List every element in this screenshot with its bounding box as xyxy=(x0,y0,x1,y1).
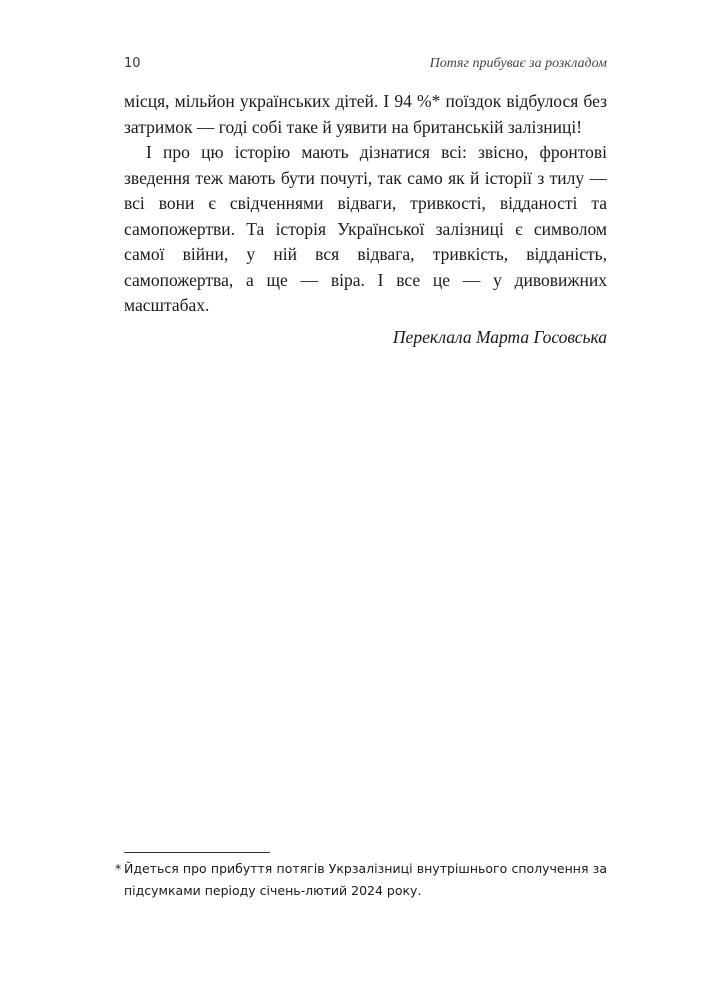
translator-signature: Переклала Марта Госовська xyxy=(392,327,607,347)
running-title: Потяг прибуває за розкладом xyxy=(429,56,607,71)
footnote-divider xyxy=(124,852,270,853)
footnote-marker: * xyxy=(115,861,122,876)
running-header xyxy=(124,54,607,74)
paragraph-continuation: місця, мільйон українських дітей. І 94 %* поїздок відбулося без затримок — годі собі таке й уявити на британській залізниці! xyxy=(124,91,607,137)
footnote-text: Йдеться про прибуття потягів Укрзалізниці внутрішнього сполучення за підсумками періоду січень-лютий 2024 року. xyxy=(124,861,607,898)
page-number: 10 xyxy=(124,56,141,71)
body-text xyxy=(124,89,607,319)
footnote xyxy=(115,858,607,902)
paragraph: І про цю історію мають дізнатися всі: звісно, фронтові зведення теж мають бути почуті, так само як й історії з тилу — всі вони є свідченнями відваги, тривкості, відданості та самопожертви. Та історія Української залізниці є символом самої війни, у ній вся відвага, тривкість, відданість, самопожертва, а ще — віра. І все це — у дивовижних масштабах. xyxy=(124,142,607,315)
